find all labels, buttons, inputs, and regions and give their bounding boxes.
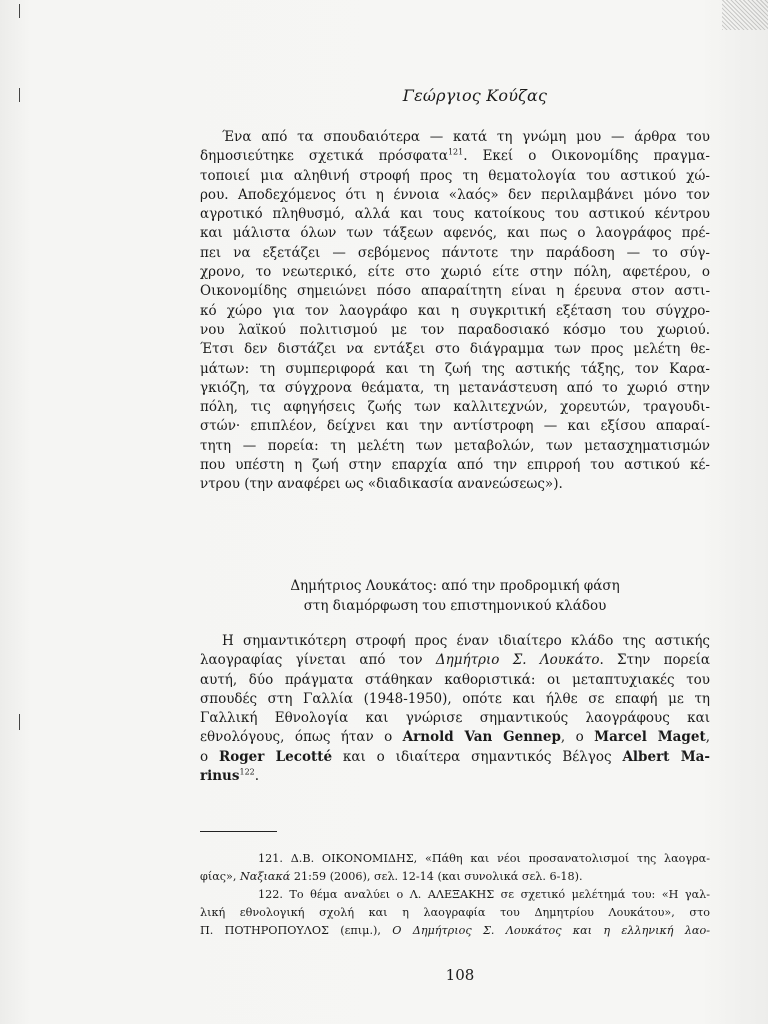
footnote-ref-121[interactable]: 121: [447, 147, 464, 157]
person-name: Marcel Maget: [594, 729, 706, 746]
book-title: Ο Δημήτριος Σ. Λουκάτος και η ελληνική λαο-: [392, 924, 710, 937]
page-number: 108: [445, 966, 475, 984]
text-line: γκιόζη, τα σύγχρονα θεάματα, τη μετανάστευση από το χωριό στην: [200, 379, 710, 396]
person-name: rinus: [200, 768, 240, 785]
person-name: Arnold Van Gennep: [402, 729, 561, 746]
footnotes: [200, 850, 710, 940]
gutter-mark: [19, 88, 20, 102]
person-name: Roger Lecotté: [219, 748, 333, 765]
text-line: Οικονομίδης σημειώνει πόσο απαραίτητη είναι η έρευνα στον αστι-: [200, 283, 710, 300]
footnote-divider: [200, 831, 277, 832]
scan-corner-noise: [722, 0, 768, 30]
text-line: αυτή, δύο πράγματα στάθηκαν καθοριστικά: οι μεταπτυχιακές του: [200, 671, 710, 688]
text-line: αγροτικό πληθυσμό, αλλά και τους κατοίκους του αστικού κέντρου: [200, 206, 710, 223]
text-line: ο Roger Lecotté και ο ιδιαίτερα σημαντικός Βέλγος Albert Ma-: [200, 748, 710, 765]
text-line: τητη — πορεία: τη μελέτη των μεταβολών, των μετασχηματισμών: [200, 437, 710, 454]
text-line: rinus$^{122}$.: [200, 767, 260, 785]
gutter-mark: [19, 714, 20, 730]
text-line: κό χώρο για τον λαογράφο και η συγκριτική εξέταση του σύγχρο-: [200, 302, 710, 319]
text-line: που υπέστη η ζωή στην επαρχία από την επιρροή του αστικού κέ-: [200, 457, 710, 474]
text-line: πει να εξετάζει — σεβόμενος πάντοτε την παράδοση — το σύγ-: [200, 244, 710, 261]
footnote-122-line: 122. Το θέμα αναλύει ο Λ. ΑΛΕΞΑΚΗΣ σε σχετικό μελέτημά του: «Η γαλ-: [258, 888, 710, 901]
text-line: τοποιεί μια αληθινή στροφή προς τη θεματολογία του αστικού χώ-: [200, 167, 710, 184]
paragraph-2: [200, 632, 710, 786]
text-line: ρου. Αποδεχόμενος ότι η έννοια «λαός» δεν περιλαμβάνει μόνο τον: [200, 186, 710, 203]
text-line: Έτσι δεν διστάζει να εντάξει στο διάγραμμα των προς μελέτη θε-: [200, 341, 710, 358]
text-line: δημοσιεύτηκε σχετικά πρόσφατα$^{121}$. Εκεί ο Οικονομίδης πραγμα-: [200, 147, 710, 165]
running-head: Γεώργιος Κούζας: [402, 86, 548, 105]
text-line: σπουδές στη Γαλλία (1948-1950), οπότε και ήλθε σε επαφή με τη: [200, 690, 710, 707]
section-heading-line: Δημήτριος Λουκάτος: από την προδρομική φάση: [290, 578, 620, 594]
person-name: Albert Ma-: [622, 748, 710, 765]
text-line: μάτων: τη συμπεριφορά και τη ζωή της αστικής τάξης, τον Καρα-: [200, 360, 710, 377]
text-line: πόλη, τις αφηγήσεις ζωής των καλλιτεχνών, χορευτών, τραγουδι-: [200, 399, 710, 416]
footnote-121-line: 121. Δ.Β. ΟΙΚΟΝΟΜΙΔΗΣ, «Πάθη και νέοι προσανατολισμοί της λαογρα-: [258, 852, 710, 865]
footnote-122-line: λική εθνολογική σχολή και η λαογραφία του Δημητρίου Λουκάτου», στο: [200, 906, 710, 919]
text-line: Η σημαντικότερη στροφή προς έναν ιδιαίτερο κλάδο της αστικής: [222, 633, 710, 649]
text-line: και μάλιστα όλων των τάξεων αφενός, και πως ο λαογράφος πρέ-: [200, 225, 710, 242]
footnote-122-line: Π. ΠΟΤΗΡΟΠΟΥΛΟΣ (επιμ.), Ο Δημήτριος Σ. Λουκάτος και η ελληνική λαο-: [200, 924, 710, 937]
text-line: Ένα από τα σπουδαιότερα — κατά τη γνώμη μου — άρθρα του: [222, 129, 710, 145]
footnote-121-line: φίας», Ναξιακά 21:59 (2006), σελ. 12-14 (και συνολικά σελ. 6-18).: [200, 870, 583, 883]
section-heading-line: στη διαμόρφωση του επιστημονικού κλάδου: [303, 598, 607, 614]
section-heading: [200, 576, 710, 616]
person-name: Δημήτριο Σ. Λουκάτο: [435, 652, 600, 669]
text-line: νου λαϊκού πολιτισμού με τον παραδοσιακό κόσμο του χωριού.: [200, 321, 710, 338]
paragraph-1: [200, 128, 710, 495]
journal-title: Ναξιακά: [240, 870, 291, 883]
text-line: λαογραφίας γίνεται από τον Δημήτριο Σ. Λουκάτο. Στην πορεία: [200, 652, 710, 669]
text-line: στών· επιπλέον, δείχνει και την αντίστροφη — και εξίσου απαραί-: [200, 418, 710, 435]
gutter-mark: [19, 4, 20, 18]
footnote-ref-122[interactable]: 122: [239, 767, 255, 777]
text-line: Γαλλική Εθνολογία και γνώρισε σημαντικούς λαογράφους και: [200, 710, 710, 727]
text-line: χρονο, το νεωτερικό, είτε στο χωριό είτε στην πόλη, αφετέρου, ο: [200, 264, 710, 281]
text-line: εθνολόγους, όπως ήταν ο Arnold Van Gennep, ο Marcel Maget,: [200, 729, 710, 746]
text-line: ντρου (την αναφέρει ως «διαδικασία ανανεώσεως»).: [200, 476, 563, 493]
